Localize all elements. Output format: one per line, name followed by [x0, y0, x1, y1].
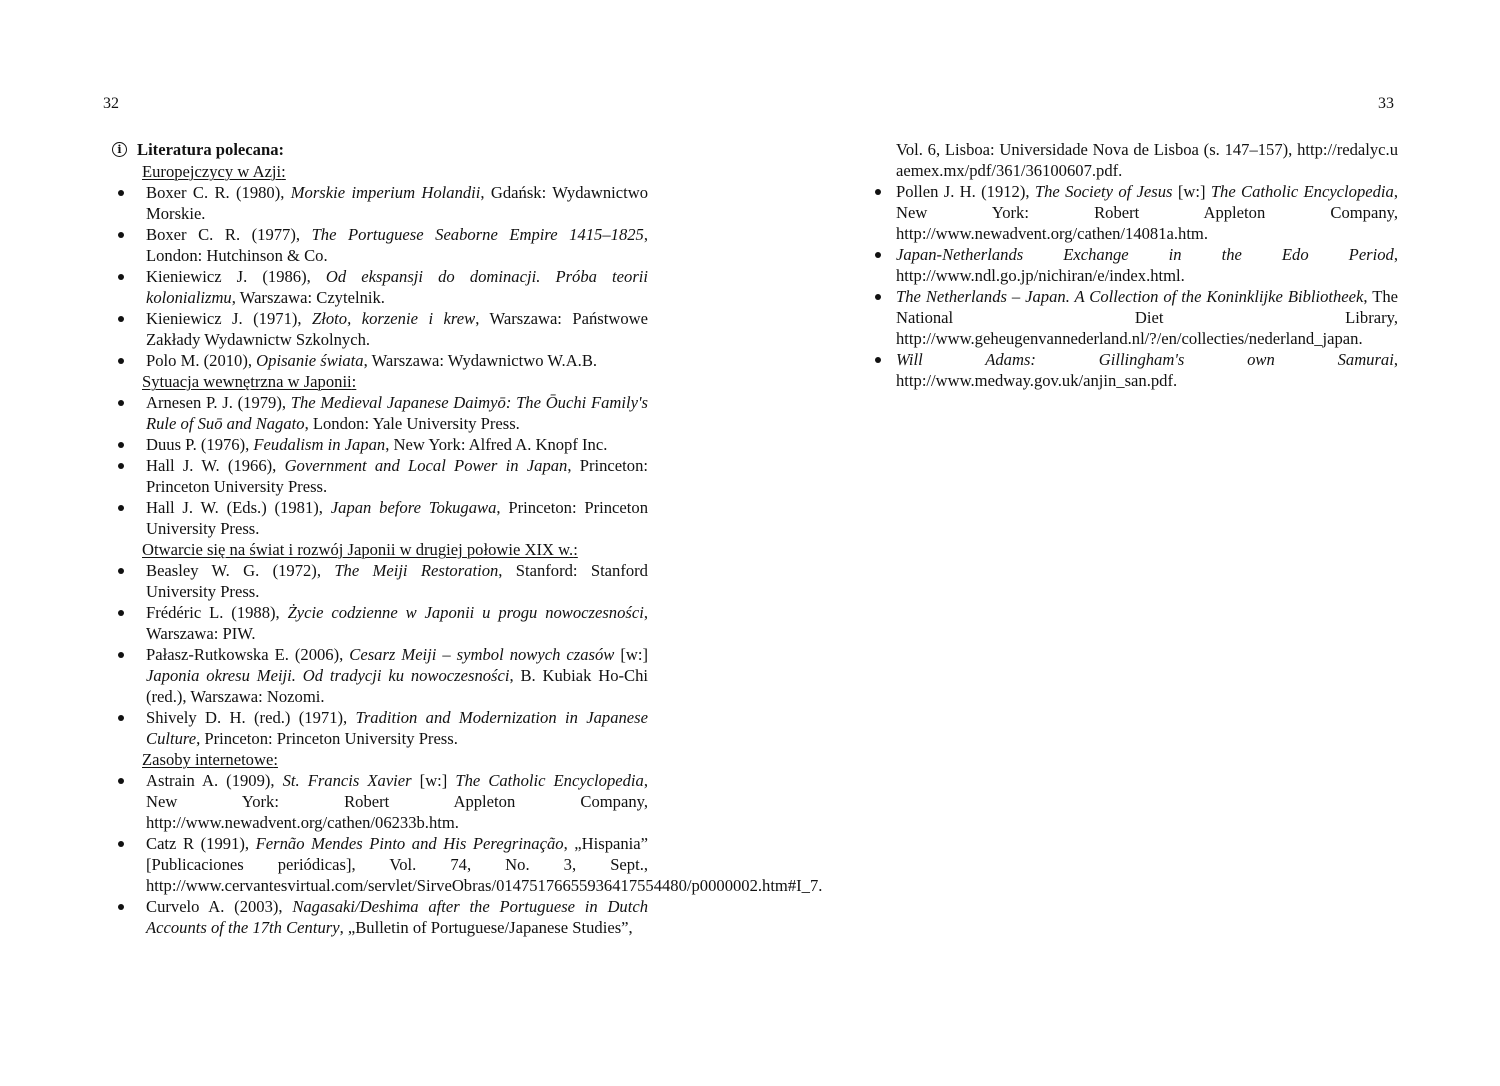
reference-text: Arnesen P. J. (1979),	[146, 393, 291, 412]
reference-title: The Catholic Encyclopedia	[1210, 182, 1394, 201]
page-number-right: 33	[1378, 95, 1394, 112]
reference-text: , London: Yale University Press.	[304, 414, 520, 433]
reference-entry	[112, 455, 648, 497]
section-title: Otwarcie się na świat i rozwój Japonii w drugiej połowie XIX w.:	[142, 540, 578, 559]
reference-text: , Warszawa: PIW.	[146, 603, 648, 643]
reference-text: Boxer C. R. (1977),	[146, 225, 312, 244]
reference-title: Tradition and Modernization in Japanese Culture	[146, 708, 648, 748]
reference-title: Feudalism in Japan	[253, 435, 386, 454]
reference-entry	[112, 497, 648, 539]
reference-list	[112, 770, 823, 938]
reference-entry	[868, 286, 1398, 349]
reference-text: Frédéric L. (1988),	[146, 603, 288, 622]
reference-text: , Princeton: Princeton University Press.	[146, 456, 648, 496]
section-title-text: Europejczycy w Azji	[142, 162, 282, 181]
continued-reference: Vol. 6, Lisboa: Universidade Nova de Lisboa (s. 147–157), http://redalyc.uaemex.mx/pdf/361/36100607.pdf.	[896, 140, 1398, 180]
reference-text: Hall J. W. (Eds.) (1981),	[146, 498, 331, 517]
reference-text: [w:]	[1172, 182, 1211, 201]
reference-text: Polo M. (2010),	[146, 351, 257, 370]
reference-text: , Warszawa: Czytelnik.	[231, 288, 385, 307]
reference-title: The Medieval Japanese Daimyō: The Ōuchi Family's Rule of Suō and Nagato	[146, 393, 648, 433]
reference-title: The Netherlands – Japan. A Collection of the Koninklijke Bibliotheek	[896, 287, 1364, 306]
reference-text: , Warszawa: Wydawnictwo W.A.B.	[363, 351, 598, 370]
section-title: Zasoby internetowe:	[142, 750, 278, 769]
reference-entry	[112, 560, 648, 602]
reference-entry	[112, 644, 648, 707]
reference-list-right	[868, 181, 1398, 391]
reference-title: Złoto, korzenie i krew	[312, 309, 476, 328]
reference-text: , London: Hutchinson & Co.	[146, 225, 648, 265]
reference-entry	[112, 434, 648, 455]
reference-entry	[868, 349, 1398, 391]
reference-text: Catz R (1991),	[146, 834, 256, 853]
reference-entry	[112, 707, 648, 749]
reference-title: Życie codzienne w Japonii u progu nowoczesności	[287, 603, 644, 622]
reference-entry	[868, 244, 1398, 286]
reference-title: Cesarz Meiji – symbol nowych czasów	[349, 645, 615, 664]
reference-text: , Warszawa: Państwowe Zakłady Wydawnictw Szkolnych.	[146, 309, 649, 349]
reference-text: Pollen J. H. (1912),	[896, 182, 1035, 201]
reference-title: Will Adams: Gillingham's own Samurai	[896, 350, 1394, 369]
info-circle-icon: i	[112, 142, 127, 157]
reference-title: The Catholic Encyclopedia	[455, 771, 644, 790]
reference-entry	[112, 224, 648, 266]
reference-title: Government and Local Power in Japan	[284, 456, 568, 475]
reference-text: [w:]	[411, 771, 456, 790]
reference-entry	[112, 308, 648, 350]
reference-entry	[112, 896, 648, 938]
reference-title: Japonia okresu Meiji. Od tradycji ku nowoczesności	[146, 666, 510, 685]
reference-entry	[112, 392, 648, 434]
reference-list	[112, 392, 648, 539]
reference-text: Pałasz-Rutkowska E. (2006),	[146, 645, 350, 664]
section-title-text: Otwarcie się na świat i rozwój Japonii w drugiej połowie XIX w.	[142, 540, 574, 559]
reference-text: [w:]	[614, 645, 648, 664]
reference-title: Od ekspansji do dominacji. Próba teorii kolonializmu	[146, 267, 648, 307]
reference-sections	[112, 161, 823, 938]
reference-text: , Princeton: Princeton University Press.	[196, 729, 458, 748]
reference-title: Nagasaki/Deshima after the Portuguese in Dutch Accounts of the 17th Century	[146, 897, 648, 937]
reference-text: Hall J. W. (1966),	[146, 456, 285, 475]
reference-text: , B. Kubiak Ho-Chi (red.), Warszawa: Nozomi.	[146, 666, 648, 706]
section-title: Sytuacja wewnętrzna w Japonii:	[142, 372, 357, 391]
reference-entry	[868, 181, 1398, 244]
reference-title: Fernão Mendes Pinto and His Peregrinação	[255, 834, 564, 853]
reference-title: St. Francis Xavier	[282, 771, 412, 790]
reference-text: , „Hispania” [Publicaciones periódicas], Vol. 74, No. 3, Sept., http://www.cervantesvirtual.com/servlet/SirveObras/01475176655936417554480/p0000002.htm#I_7.	[146, 834, 823, 895]
section-title: Europejczycy w Azji:	[142, 162, 286, 181]
reference-title: Morskie imperium Holandii	[290, 183, 481, 202]
reference-entry	[112, 266, 648, 308]
reference-text: Beasley W. G. (1972),	[146, 561, 335, 580]
section-title-text: Zasoby internetowe	[142, 750, 274, 769]
page-number-left: 32	[103, 95, 119, 112]
reference-text: Boxer C. R. (1980),	[146, 183, 291, 202]
reference-list	[112, 560, 648, 749]
reference-text: Kieniewicz J. (1971),	[146, 309, 313, 328]
reference-title: The Society of Jesus	[1034, 182, 1173, 201]
reference-text: , Stanford: Stanford University Press.	[146, 561, 648, 601]
reference-text: Shively D. H. (red.) (1971),	[146, 708, 356, 727]
right-column	[868, 139, 1398, 391]
heading-text: Literatura polecana:	[137, 140, 285, 159]
reference-text: , New York: Robert Appleton Company, http://www.newadvent.org/cathen/06233b.htm.	[146, 771, 648, 832]
reference-title: The Meiji Restoration	[334, 561, 499, 580]
reference-entry	[112, 350, 648, 371]
reference-list	[112, 182, 648, 371]
reference-text: , Princeton: Princeton University Press.	[146, 498, 648, 538]
reference-text: , New York: Robert Appleton Company, http://www.newadvent.org/cathen/14081a.htm.	[896, 182, 1398, 243]
recommended-literature-heading	[112, 139, 648, 160]
section-title-text: Sytuacja wewnętrzna w Japonii	[142, 372, 352, 391]
reference-text: , http://www.medway.gov.uk/anjin_san.pdf.	[896, 350, 1398, 390]
reference-text: , „Bulletin of Portuguese/Japanese Studies”,	[339, 918, 633, 937]
reference-text: Astrain A. (1909),	[146, 771, 283, 790]
reference-text: , http://www.ndl.go.jp/nichiran/e/index.html.	[896, 245, 1398, 285]
reference-entry	[112, 833, 823, 896]
left-column	[112, 139, 823, 938]
reference-entry	[112, 602, 648, 644]
reference-text: , New York: Alfred A. Knopf Inc.	[385, 435, 608, 454]
reference-text: , The National Diet Library, http://www.geheugenvannederland.nl/?/en/collecties/nederland_japan.	[896, 287, 1399, 348]
reference-text: Curvelo A. (2003),	[146, 897, 293, 916]
reference-text: Duus P. (1976),	[146, 435, 254, 454]
reference-title: Japan-Netherlands Exchange in the Edo Period	[896, 245, 1394, 264]
reference-title: The Portuguese Seaborne Empire 1415–1825	[311, 225, 644, 244]
reference-text: Kieniewicz J. (1986),	[146, 267, 326, 286]
reference-entry	[112, 770, 648, 833]
reference-title: Japan before Tokugawa	[330, 498, 497, 517]
reference-title: Opisanie świata	[256, 351, 364, 370]
reference-entry	[112, 182, 648, 224]
reference-text: , Gdańsk: Wydawnictwo Morskie.	[146, 183, 649, 223]
